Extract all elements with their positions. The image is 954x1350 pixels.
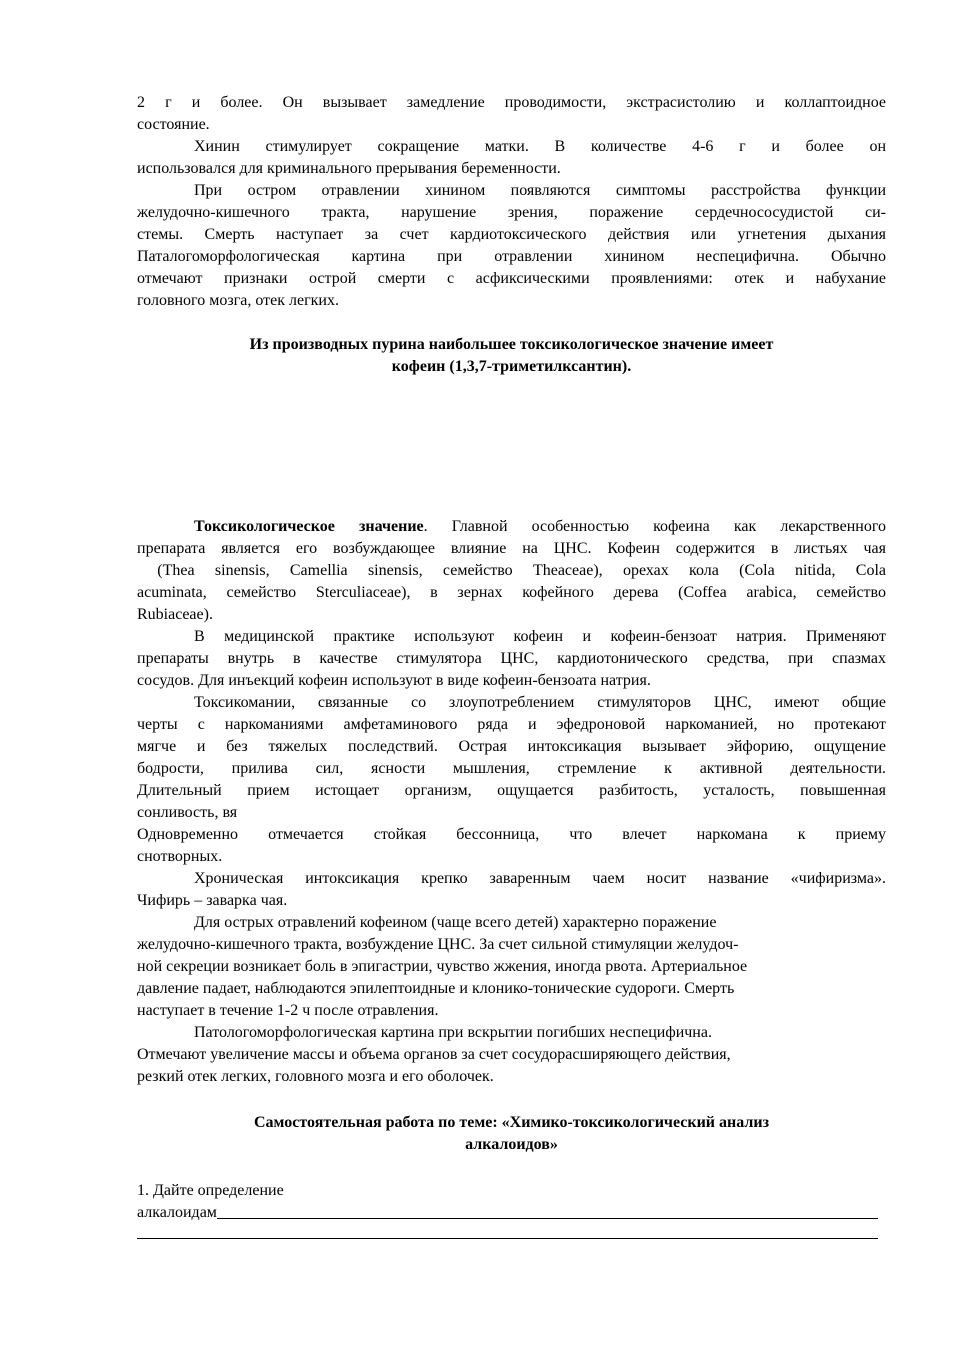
text-line: резкий отек легких, головного мозга и его оболочек. [137,1068,494,1085]
text-line: давление падает, наблюдаются эпилептоидные и клонико-тонические судороги. Смерть [137,980,735,997]
text-line: Rubiaceae). [137,606,213,623]
text-line: Отмечают увеличение массы и объема органов за счет сосудорасширяющего действия, [137,1046,731,1063]
heading-line: Из производных пурина наибольшее токсикологическое значение имеет [249,336,774,353]
text-line: сонливость, вя [137,804,238,821]
answer-blank-line[interactable] [217,1218,878,1219]
text-line: головного мозга, отек легких. [137,292,339,309]
text-line: Одновременно отмечается стойкая бессонница, что влечет наркомана к приему [137,826,886,843]
heading-line: алкалоидов» [465,1136,558,1153]
text-line: наступает в течение 1-2 ч после отравления. [137,1002,439,1019]
answer-label: алкалоидам [137,1204,217,1221]
text-line: 2 г и более. Он вызывает замедление проводимости, экстрасистолию и коллаптоидное [137,94,886,111]
text-line: желудочно-кишечного тракта, возбуждение ЦНС. За счет сильной стимуляции желудоч- [137,936,739,953]
answer-row [137,1202,886,1224]
text-line: При остром отравлении хинином появляются симптомы расстройства функции [194,182,886,199]
text-line: Хинин стимулирует сокращение матки. В количестве 4-6 г и более он [194,138,886,155]
text-line: acuminata, семейство Sterculiaceae), в зернах кофейного дерева (Coffea arabica, семейство [137,584,886,601]
text-line: состояние. [137,116,210,133]
text-line: Патологоморфологическая картина при вскрытии погибших неспецифична. [194,1024,712,1041]
text-line: В медицинской практике используют кофеин и кофеин-бензоат натрия. Применяют [194,628,886,645]
document-page [137,92,886,1239]
caffeine-toxicology-section [137,516,886,912]
text-line: Для острых отравлений кофеином (чаще всего детей) характерно поражение [194,914,717,931]
heading-line: Самостоятельная работа по теме: «Химико-токсикологический анализ [254,1114,769,1131]
text-line: снотворных. [137,848,223,865]
text-line: Длительный прием истощает организм, ощущается разбитость, усталость, повышенная [137,782,886,799]
text-line: использовался для криминального прерывания беременности. [137,160,561,177]
task-1 [137,1180,886,1239]
text-line: ной секреции возникает боль в эпигастрии, чувство жжения, иногда рвота. Артериальное [137,958,748,975]
text-line: Хроническая интоксикация крепко заваренным чаем носит название «чифиризма». [194,870,886,887]
text-line: (Thea sinensis, Camellia sinensis, семейство Theaceae), орехах кола (Cola nitida, Cola [137,562,886,579]
text-line: желудочно-кишечного тракта, нарушение зрения, поражение сердечнососудистой си- [137,204,886,221]
text-line: бодрости, прилива сил, ясности мышления, стремление к активной деятельности. [137,760,886,777]
text-line: сосудов. Для инъекций кофеин используют в виде кофеин-бензоата натрия. [137,672,651,689]
task-prompt: 1. Дайте определение [137,1182,284,1199]
acute-poisoning-section [137,912,886,1088]
purine-heading [137,334,886,378]
text-line: стемы. Смерть наступает за счет кардиотоксического действия или угнетения дыхания [137,226,886,243]
self-study-heading [137,1112,886,1156]
text-line: отмечают признаки острой смерти с асфиксическими проявлениями: отек и набухание [137,270,886,287]
text-line: препарата является его возбуждающее влияние на ЦНС. Кофеин содержится в листьях чая [137,540,886,557]
heading-line: кофеин (1,3,7-триметилксантин). [391,358,632,375]
text-fragment: . Главной особенностью кофеина как лекарственного [423,518,886,535]
answer-blank-line[interactable] [137,1224,878,1239]
text-line: Паталогоморфологическая картина при отравлении хинином неспецифична. Обычно [137,248,886,265]
text-line: мягче и без тяжелых последствий. Острая интоксикация вызывает эйфорию, ощущение [137,738,886,755]
text-line: Чифирь – заварка чая. [137,892,288,909]
toxicology-term: Токсикологическое значение [194,518,424,535]
quinine-section [137,92,886,312]
text-line: Токсикомании, связанные со злоупотреблением стимуляторов ЦНС, имеют общие [194,694,886,711]
text-line: черты с наркоманиями амфетаминового ряда и эфедроновой наркоманией, но протекают [137,716,886,733]
text-line: препараты внутрь в качестве стимулятора ЦНС, кардиотонического средства, при спазмах [137,650,886,667]
text-line [137,516,886,538]
